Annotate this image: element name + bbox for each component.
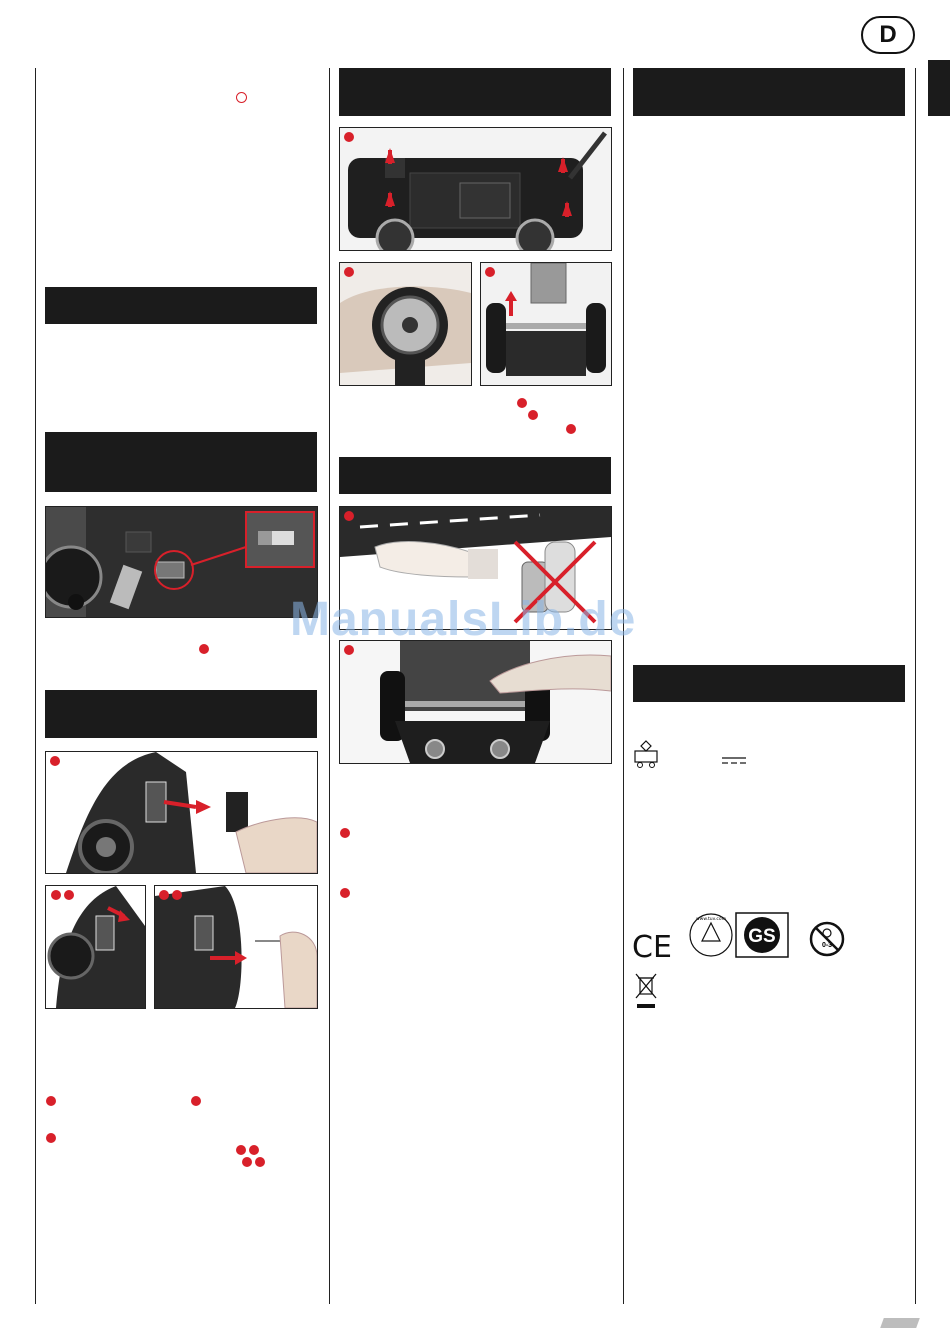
ce-mark-icon: CE bbox=[632, 930, 672, 965]
step-marker bbox=[255, 1157, 265, 1167]
step-marker bbox=[249, 1145, 259, 1155]
wheel-photo bbox=[339, 262, 472, 386]
step-marker bbox=[64, 890, 74, 900]
step-marker bbox=[46, 1096, 56, 1106]
step-marker bbox=[191, 1096, 201, 1106]
step-marker bbox=[236, 1145, 246, 1155]
step-marker bbox=[344, 267, 354, 277]
age-0-3-warning-icon bbox=[808, 920, 846, 958]
step-marker bbox=[46, 1133, 56, 1143]
braid-photo-right bbox=[154, 885, 318, 1009]
weee-bin-icon bbox=[635, 972, 657, 1000]
axle-photo bbox=[480, 262, 612, 386]
section-header bbox=[45, 287, 317, 324]
lubrication-photo bbox=[339, 640, 612, 764]
step-marker bbox=[340, 888, 350, 898]
step-marker bbox=[485, 267, 495, 277]
step-marker bbox=[51, 890, 61, 900]
step-marker bbox=[242, 1157, 252, 1167]
braid-photo-left bbox=[45, 885, 146, 1009]
step-marker bbox=[340, 828, 350, 838]
step-marker bbox=[517, 398, 527, 408]
step-marker bbox=[199, 644, 209, 654]
svg-text:0-3: 0-3 bbox=[821, 942, 833, 949]
page-footer-tab bbox=[880, 1318, 920, 1328]
svg-text:www.tuv.com: www.tuv.com bbox=[695, 917, 727, 922]
language-badge: D bbox=[861, 16, 915, 54]
section-header bbox=[633, 665, 905, 702]
section-header bbox=[45, 432, 317, 492]
watermark: ManualsLib.de bbox=[290, 593, 637, 646]
column-rule bbox=[35, 68, 36, 1304]
section-header bbox=[339, 68, 611, 116]
reference-ring-icon bbox=[236, 92, 247, 103]
guide-keel-photo bbox=[45, 751, 318, 874]
column-rule bbox=[329, 68, 330, 1304]
switch-photo bbox=[45, 506, 318, 618]
weee-bar bbox=[637, 1004, 655, 1008]
section-header bbox=[339, 457, 611, 494]
step-marker bbox=[566, 424, 576, 434]
column-rule bbox=[915, 68, 916, 1304]
section-header bbox=[633, 68, 905, 116]
step-marker bbox=[528, 410, 538, 420]
step-marker bbox=[344, 132, 354, 142]
page-edge-tab bbox=[928, 60, 950, 116]
chassis-underside-photo bbox=[339, 127, 612, 251]
dc-symbol-icon bbox=[720, 756, 748, 766]
section-header bbox=[45, 690, 317, 738]
step-marker bbox=[344, 511, 354, 521]
toy-power-icon bbox=[633, 740, 659, 770]
tuv-gs-seal-icon bbox=[688, 911, 794, 959]
step-marker bbox=[172, 890, 182, 900]
step-marker bbox=[50, 756, 60, 766]
column-rule bbox=[623, 68, 624, 1304]
step-marker bbox=[159, 890, 169, 900]
svg-text:GS: GS bbox=[748, 926, 776, 947]
